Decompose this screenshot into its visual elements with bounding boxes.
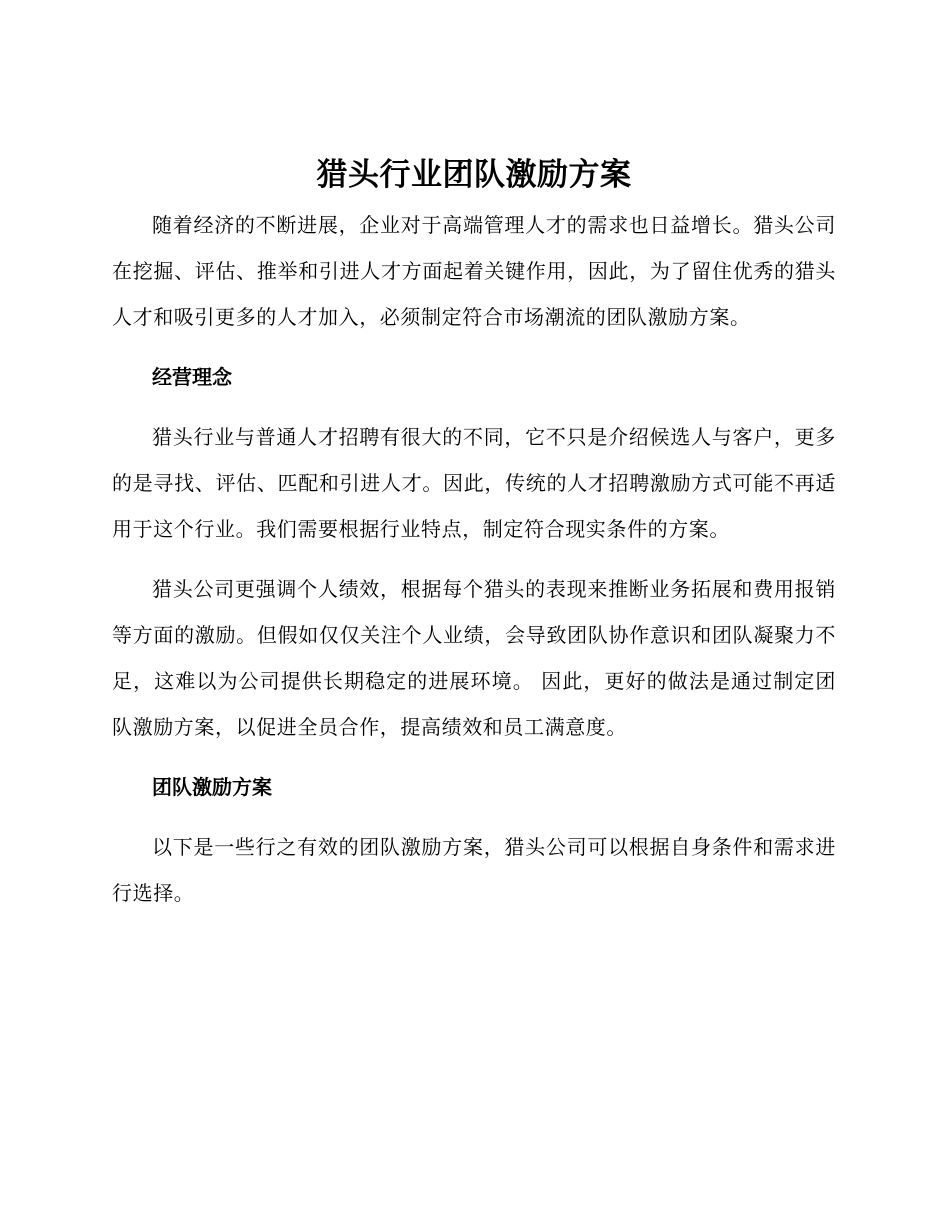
paragraph: 猎头行业与普通人才招聘有很大的不同，它不只是介绍候选人与客户，更多的是寻找、评估、匹配和引进人才。因此，传统的人才招聘激励方式可能不再适用于这个行业。我们需要根据行业特点，制定符合现实条件的方案。 [112,425,836,541]
paragraph: 猎头公司更强调个人绩效，根据每个猎头的表现来推断业务拓展和费用报销等方面的激励。但假如仅仅关注个人业绩，会导致团队协作意识和团队凝聚力不足，这难以为公司提供长期稳定的进展环境。 因此，更好的做法是通过制定团队激励方案，以促进全员合作，提高绩效和员工满意度。 [112,577,836,739]
intro-paragraph: 随着经济的不断进展，企业对于高端管理人才的需求也日益增长。猎头公司在挖掘、评估、推举和引进人才方面起着关键作用，因此，为了留住优秀的猎头人才和吸引更多的人才加入，必须制定符合市场潮流的团队激励方案。 [112,213,836,329]
spacer [112,810,836,824]
section-heading-team-incentive-plan: 团队激励方案 [152,775,272,799]
document-title: 猎头行业团队激励方案 [316,157,632,193]
spacer [112,400,836,414]
document-page [112,148,836,916]
section-heading-business-philosophy: 经营理念 [152,365,232,389]
spacer [112,340,836,354]
spacer [112,750,836,764]
paragraph: 以下是一些行之有效的团队激励方案，猎头公司可以根据自身条件和需求进行选择。 [112,835,836,905]
spacer [112,552,836,566]
